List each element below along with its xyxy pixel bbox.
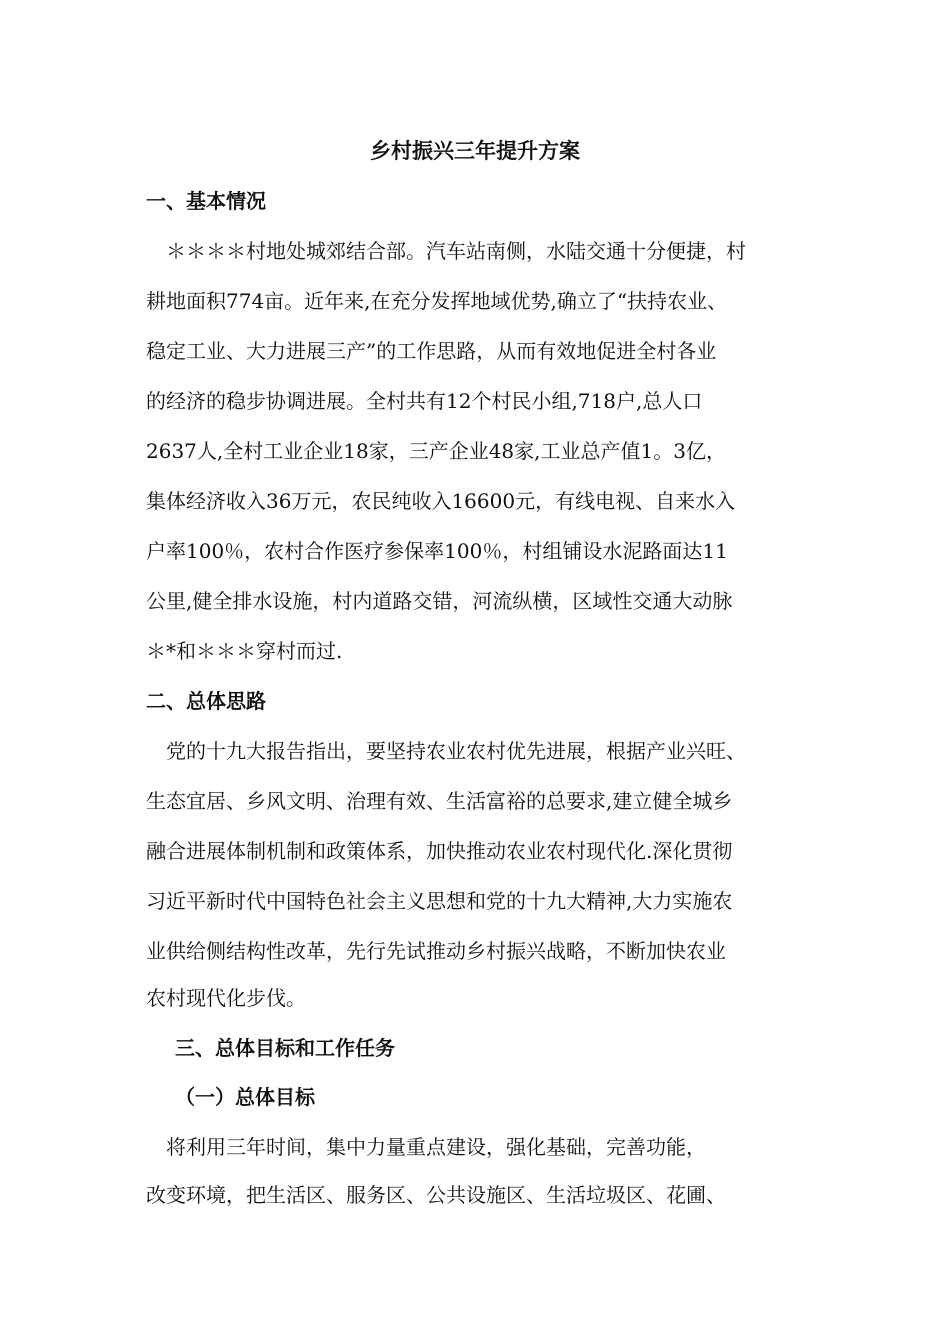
paragraph-line: 集体经济收入36万元，农民纯收入16600元，有线电视、自来水入 xyxy=(146,489,736,513)
paragraph-line: 融合进展体制机制和政策体系，加快推动农业农村现代化.深化贯彻 xyxy=(146,839,733,863)
section-heading-basic-situation: 一、基本情况 xyxy=(146,189,266,213)
paragraph-line: 农村现代化步伐。 xyxy=(146,986,306,1010)
paragraph-line: 公里,健全排水设施，村内道路交错，河流纵横，区域性交通大动脉 xyxy=(146,589,733,613)
paragraph-line: 稳定工业、大力进展三产”的工作思路，从而有效地促进全村各业 xyxy=(146,339,717,363)
paragraph-line: 耕地面积774亩。近年来,在充分发挥地域优势,确立了“扶持农业、 xyxy=(146,289,728,313)
paragraph-line: ＊＊＊＊村地处城郊结合部。汽车站南侧，水陆交通十分便捷，村 xyxy=(146,239,746,263)
paragraph-line: ＊*和＊＊＊穿村而过. xyxy=(146,639,343,663)
paragraph-line: 将利用三年时间，集中力量重点建设，强化基础，完善功能， xyxy=(146,1135,706,1159)
document-title: 乡村振兴三年提升方案 xyxy=(370,138,580,163)
subsection-heading-overall-goal: （一）总体目标 xyxy=(175,1085,315,1109)
paragraph-line: 的经济的稳步协调进展。全村共有12个村民小组,718户,总人口 xyxy=(146,389,703,413)
paragraph-line: 党的十九大报告指出，要坚持农业农村优先进展，根据产业兴旺、 xyxy=(146,739,746,763)
section-heading-goals-and-tasks: 三、总体目标和工作任务 xyxy=(175,1036,395,1060)
paragraph-line: 户率100％，农村合作医疗参保率100％，村组铺设水泥路面达11 xyxy=(146,539,728,563)
paragraph-line: 2637人,全村工业企业18家，三产企业48家,工业总产值1。3亿， xyxy=(146,439,726,463)
paragraph-line: 生态宜居、乡风文明、治理有效、生活富裕的总要求,建立健全城乡 xyxy=(146,789,733,813)
paragraph-line: 改变环境，把生活区、服务区、公共设施区、生活垃圾区、花圃、 xyxy=(146,1183,726,1207)
paragraph-line: 业供给侧结构性改革，先行先试推动乡村振兴战略，不断加快农业 xyxy=(146,939,726,963)
paragraph-line: 习近平新时代中国特色社会主义思想和党的十九大精神,大力实施农 xyxy=(146,889,733,913)
section-heading-overall-approach: 二、总体思路 xyxy=(146,689,266,713)
